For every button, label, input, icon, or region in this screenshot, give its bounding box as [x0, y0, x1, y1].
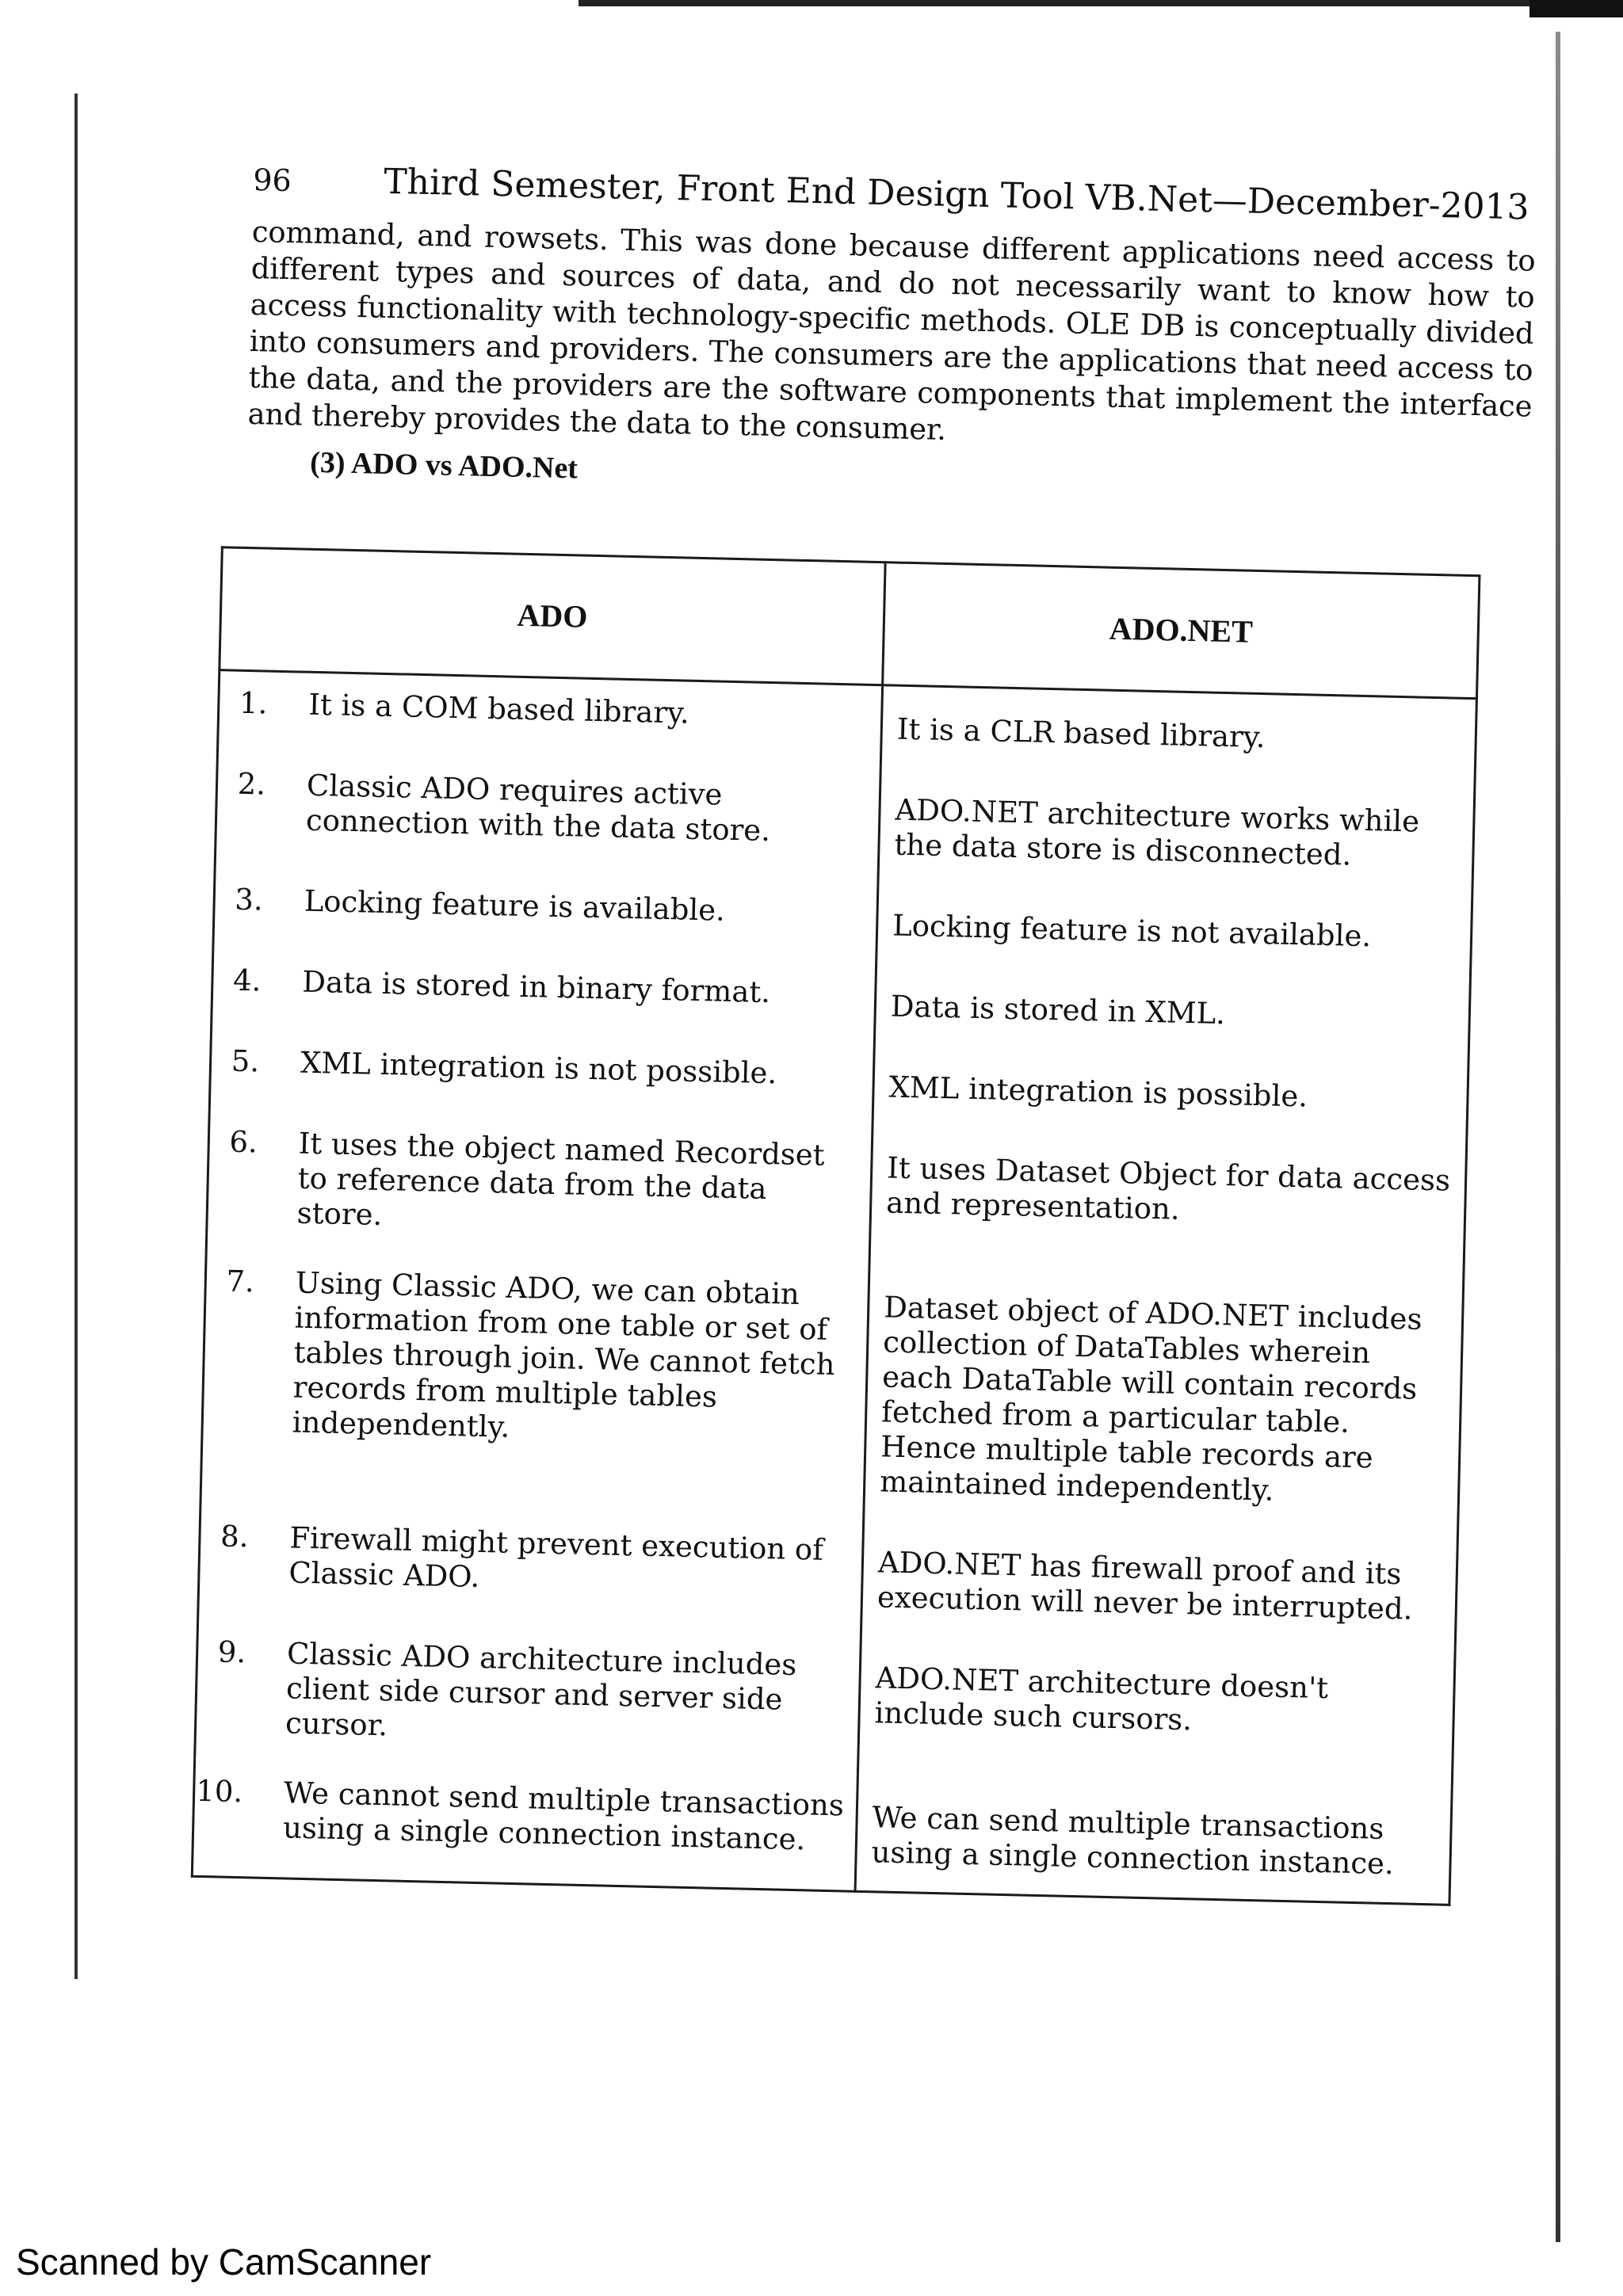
adonet-text: Data is stored in XML.	[890, 989, 1226, 1032]
row-number: 6.	[229, 1124, 258, 1160]
ado-text: Data is stored in binary format.	[301, 964, 771, 1010]
adonet-cell	[855, 1775, 1452, 1905]
adonet-cell	[864, 1264, 1464, 1533]
ado-cell	[213, 868, 878, 963]
row-number: 4.	[232, 963, 262, 998]
ado-cell	[192, 1760, 857, 1891]
adonet-text: ADO.NET architecture works while the data store is disconnected.	[894, 792, 1420, 872]
ado-text: We cannot send multiple transactions using a single connection instance.	[282, 1775, 845, 1857]
page-number: 96	[252, 162, 292, 199]
ado-text: Using Classic ADO, we can obtain information from one table or set of tables through join. We cannot fetch records from multiple tables independently.	[292, 1265, 835, 1444]
ado-cell-content	[197, 1634, 849, 1754]
ado-cell	[198, 1505, 864, 1635]
row-number: 2.	[237, 766, 266, 802]
ado-cell	[215, 752, 880, 883]
ado-cell	[217, 670, 882, 767]
adonet-cell	[878, 767, 1475, 896]
adonet-cell	[857, 1635, 1455, 1788]
ado-cell	[206, 1110, 873, 1264]
ado-cell	[212, 948, 876, 1044]
row-number: 8.	[220, 1519, 250, 1554]
adonet-text: Dataset object of ADO.NET includes collection of DataTables wherein each DataTable will contain records fetched from a particular table. Hence multiple table records are maintained independently.	[879, 1290, 1423, 1508]
adonet-cell	[880, 685, 1476, 780]
adonet-text: XML integration is possible.	[888, 1070, 1308, 1114]
ado-cell	[200, 1249, 869, 1520]
ado-cell	[209, 1029, 874, 1125]
row-number: 5.	[231, 1043, 260, 1079]
ado-cell-content	[220, 685, 870, 735]
adonet-text: ADO.NET has firewall proof and its execution will never be interrupted.	[876, 1545, 1413, 1627]
comparison-table	[191, 546, 1481, 1906]
ado-cell-content	[213, 963, 864, 1013]
table-row	[195, 1620, 1456, 1788]
ado-cell-content	[203, 1264, 857, 1453]
column-header-ado: ADO	[220, 547, 885, 685]
ado-cell-content	[217, 766, 869, 851]
ado-text: It uses the object named Recordset to reference data from the data store.	[296, 1126, 826, 1233]
adonet-text: It is a CLR based library.	[896, 711, 1266, 755]
row-number: 9.	[217, 1634, 246, 1670]
ado-text: Classic ADO requires active connection with the data store.	[305, 768, 771, 849]
ado-cell-content	[208, 1124, 860, 1244]
scanned-page	[195, 158, 1537, 1882]
adonet-text: We can send multiple transactions using a single connection instance.	[871, 1800, 1395, 1882]
adonet-text: It uses Dataset Object for data access and representation.	[885, 1150, 1451, 1226]
ado-cell	[195, 1620, 861, 1775]
ado-text: Firewall might prevent execution of Classic ADO.	[288, 1520, 824, 1594]
ado-cell-content	[215, 882, 865, 932]
table-body	[192, 670, 1476, 1905]
adonet-text: ADO.NET architecture doesn't include such cursors.	[874, 1661, 1329, 1737]
row-number: 1.	[239, 685, 268, 721]
row-number: 10.	[195, 1773, 243, 1810]
scan-edge-top	[579, 0, 1623, 6]
section-heading: (3) ADO vs ADO.Net	[309, 445, 579, 486]
ado-cell-content	[194, 1774, 846, 1859]
adonet-cell	[873, 1044, 1468, 1138]
running-title: Third Semester, Front End Design Tool VB.Net—December-2013	[383, 161, 1530, 228]
ado-text: XML integration is not possible.	[300, 1045, 777, 1091]
adonet-text: Locking feature is not available.	[892, 908, 1372, 954]
ado-text: It is a COM based library.	[307, 687, 690, 730]
adonet-cell	[869, 1125, 1467, 1278]
table-row	[206, 1110, 1467, 1278]
scanner-watermark: Scanned by CamScanner	[16, 2241, 432, 2283]
table-row	[200, 1249, 1464, 1533]
adonet-cell	[876, 883, 1472, 977]
ado-text: Locking feature is available.	[304, 883, 726, 928]
scan-edge-right	[1556, 32, 1560, 2242]
intro-paragraph: command, and rowsets. This was done because different applications need access to different types and sources of data, and do not necessarily want to know how to access functionality with technology-specific methods. OLE DB is conceptually divided into consumers and providers. The consumers are the applications that need access to the data, and the providers are the software components that implement the interface and thereby provides the data to the consumer.	[247, 214, 1536, 447]
ado-cell-content	[200, 1519, 851, 1604]
ado-cell-content	[212, 1043, 862, 1093]
adonet-cell	[861, 1520, 1457, 1649]
scan-edge-top-right	[1529, 0, 1623, 17]
column-header-adonet: ADO.NET	[883, 563, 1480, 699]
adonet-cell	[874, 963, 1470, 1058]
row-number: 3.	[234, 882, 264, 917]
scan-edge-left	[74, 93, 78, 1979]
row-number: 7.	[226, 1264, 255, 1299]
ado-text: Classic ADO architecture includes client side cursor and server side cursor.	[285, 1636, 797, 1743]
